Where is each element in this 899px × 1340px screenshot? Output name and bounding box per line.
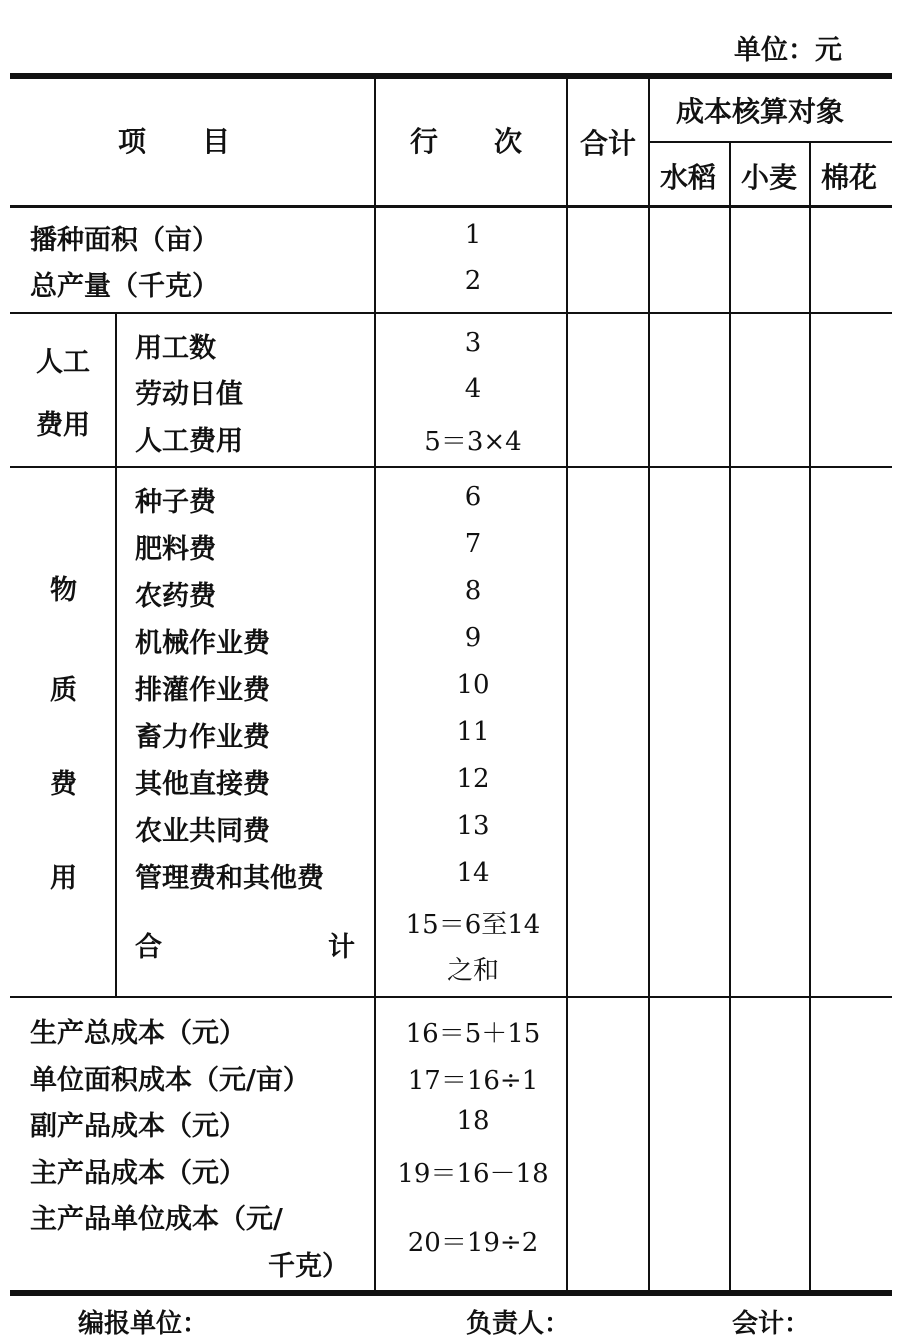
row-label: 单位面积成本（元/亩） <box>30 1065 310 1096</box>
header-crop-rice: 水稻 <box>660 161 717 194</box>
material-group-label: 质 <box>50 675 77 706</box>
row-label: 用工数 <box>135 333 216 364</box>
row-line-no: 7 <box>464 529 482 559</box>
last-row-label: 主产品单位成本（元/ <box>30 1204 283 1235</box>
bottom-rule <box>10 1290 892 1296</box>
row-line-no: 14 <box>456 858 490 888</box>
row-line-no: 6 <box>464 482 482 512</box>
row-line-no: 4 <box>464 374 482 404</box>
row-label: 肥料费 <box>135 534 216 565</box>
row-label: 生产总成本（元） <box>30 1018 246 1049</box>
header-total: 合计 <box>580 127 637 160</box>
row-line-no: 1 <box>464 220 482 250</box>
footer-accountant: 会计： <box>732 1309 811 1339</box>
rice-wheat-divider <box>729 141 731 1292</box>
row-label: 种子费 <box>135 487 216 518</box>
unit-label: 单位：元 <box>734 35 842 66</box>
row-label: 农业共同费 <box>135 816 270 847</box>
row-line-no: 13 <box>456 811 490 841</box>
material-group-label: 用 <box>50 863 77 894</box>
row-label: 劳动日值 <box>135 379 243 410</box>
row-line-no: 8 <box>464 576 482 606</box>
line-no-divider <box>374 78 376 1292</box>
labor-group-label: 费用 <box>36 410 90 441</box>
header-line-no: 行 次 <box>410 125 523 158</box>
crops-divider <box>648 78 650 1292</box>
wheat-cotton-divider <box>809 141 811 1292</box>
group-divider <box>115 312 117 998</box>
row-label: 农药费 <box>135 581 216 612</box>
row-line-no: 17＝16÷1 <box>407 1066 539 1096</box>
row-line-no: 16＝5＋15 <box>405 1019 541 1049</box>
row-label: 人工费用 <box>135 426 243 457</box>
labor-group-label: 人工 <box>36 347 90 378</box>
header-item: 项 目 <box>118 125 231 158</box>
footer-person-in-charge: 负责人： <box>466 1309 571 1339</box>
labor-top-rule <box>10 312 892 314</box>
row-line-no: 12 <box>456 764 490 794</box>
material-group-label: 物 <box>50 575 77 606</box>
last-row-line-no: 20＝19÷2 <box>407 1228 539 1258</box>
material-top-rule <box>10 466 892 468</box>
row-label: 副产品成本（元） <box>30 1111 246 1142</box>
header-crop-cotton: 棉花 <box>821 161 878 194</box>
subtotal-label: 计 <box>328 932 355 963</box>
row-label: 管理费和其他费 <box>135 863 324 894</box>
header-crop-wheat: 小麦 <box>741 161 798 194</box>
crops-header-rule <box>648 141 892 143</box>
row-label: 机械作业费 <box>135 628 270 659</box>
row-line-no: 2 <box>464 266 482 296</box>
row-line-no: 18 <box>456 1106 490 1136</box>
subtotal-label: 合 <box>135 932 162 963</box>
row-line-no: 3 <box>464 328 482 358</box>
row-line-no: 11 <box>456 717 490 747</box>
row-label: 播种面积（亩） <box>30 225 219 256</box>
subtotal-line-no: 之和 <box>446 956 499 986</box>
row-label: 排灌作业费 <box>135 675 270 706</box>
row-line-no: 19＝16－18 <box>397 1159 549 1189</box>
subtotal-line-no: 15＝6至14 <box>405 910 541 940</box>
material-group-label: 费 <box>50 769 77 800</box>
summary-top-rule <box>10 996 892 998</box>
header-cost-objects: 成本核算对象 <box>676 95 845 128</box>
row-label: 总产量（千克） <box>30 271 219 302</box>
top-rule <box>10 73 892 79</box>
footer-reporting-unit: 编报单位： <box>78 1309 209 1339</box>
last-row-label: 千克） <box>268 1251 349 1282</box>
row-line-no: 9 <box>464 623 482 653</box>
row-line-no: 5＝3×4 <box>424 427 522 457</box>
row-label: 畜力作业费 <box>135 722 270 753</box>
row-label: 其他直接费 <box>135 769 270 800</box>
row-label: 主产品成本（元） <box>30 1158 246 1189</box>
row-line-no: 10 <box>456 670 490 700</box>
header-bottom-rule <box>10 205 892 208</box>
